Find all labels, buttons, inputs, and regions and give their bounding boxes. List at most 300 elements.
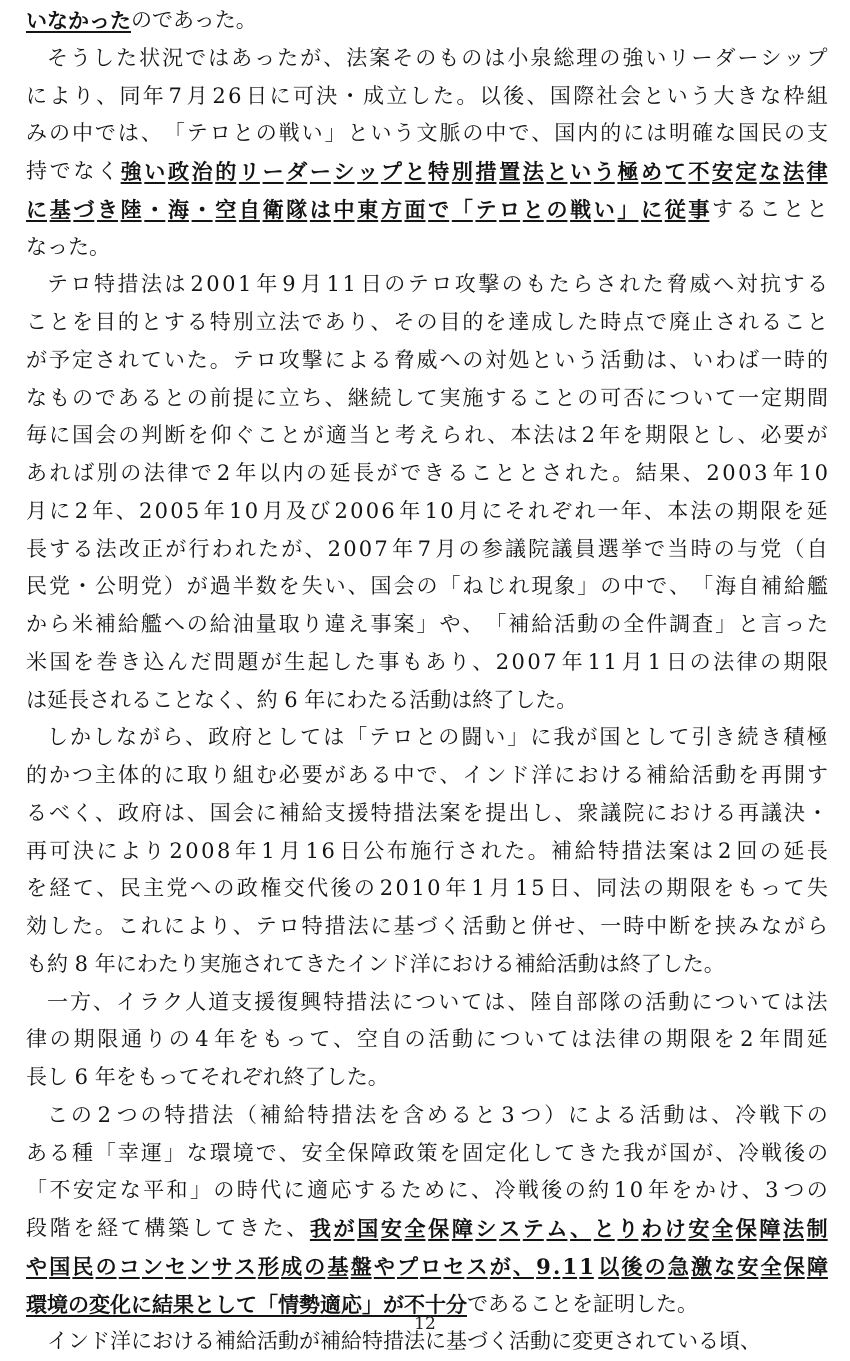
text-line <box>26 1172 828 1210</box>
char: る <box>450 1102 472 1127</box>
char: た <box>588 461 610 485</box>
char: る <box>72 536 94 561</box>
char: と <box>48 310 70 334</box>
emphasized-char: 我 <box>309 1216 331 1241</box>
char: り <box>72 83 94 108</box>
char: の <box>689 649 711 674</box>
char: 調 <box>669 612 691 636</box>
char: 援 <box>254 989 276 1014</box>
char: た <box>400 1178 422 1203</box>
char: の <box>599 45 621 70</box>
char: ん <box>166 649 188 674</box>
char: 安 <box>72 1178 94 1203</box>
char: 動 <box>452 1027 473 1052</box>
char: 限 <box>97 1027 119 1052</box>
char: に <box>691 989 713 1014</box>
char: 」 <box>189 1178 211 1203</box>
char: 1 <box>342 272 356 297</box>
char: 提 <box>485 800 507 825</box>
char: 、 <box>572 876 594 901</box>
char: 1 <box>603 649 617 674</box>
char: ぐ <box>233 423 255 448</box>
emphasized-char: ム <box>546 1216 568 1241</box>
char: 4 <box>195 1027 209 1052</box>
text-segment: であることを証明した。 <box>467 1291 698 1316</box>
char: 海 <box>715 574 737 599</box>
char: 障 <box>370 1140 392 1165</box>
char: 生 <box>284 649 306 674</box>
char: 別 <box>96 461 118 485</box>
char: 」 <box>163 1140 185 1165</box>
text-line <box>26 2 828 40</box>
char: て <box>547 1027 569 1052</box>
char: 3 <box>754 461 768 485</box>
char: も <box>438 45 460 70</box>
char: す <box>49 536 71 561</box>
char: 同 <box>596 876 618 901</box>
char: れ <box>49 461 71 485</box>
char: 議 <box>761 800 782 825</box>
char: 定 <box>485 1140 507 1165</box>
char: 、 <box>347 574 369 599</box>
char: た <box>806 612 828 636</box>
char: て <box>300 725 322 750</box>
char: り <box>209 914 231 938</box>
char: 毎 <box>26 423 47 448</box>
char: 政 <box>236 876 258 901</box>
char: の <box>642 876 664 901</box>
char: 「 <box>439 574 461 599</box>
text-segment: 長し 6 年をもってそれぞれ終了した。 <box>26 1065 389 1089</box>
char: の <box>501 272 523 297</box>
emphasized-char: 強 <box>120 159 142 184</box>
char: だ <box>190 649 212 674</box>
char: わ <box>715 347 737 372</box>
char: 、 <box>507 989 529 1014</box>
char: る <box>48 1140 70 1165</box>
char: 特 <box>164 1102 186 1127</box>
emphasized-char: ス <box>466 1253 488 1279</box>
char: 社 <box>596 83 618 108</box>
emphasized-char: 不 <box>688 159 710 184</box>
text-line <box>26 380 828 418</box>
char: 内 <box>282 461 304 485</box>
char: 威 <box>689 272 711 297</box>
char: た <box>116 45 138 70</box>
char: む <box>255 763 277 787</box>
char: 、 <box>669 574 691 599</box>
char: へ <box>163 612 185 636</box>
char: 明 <box>117 574 139 599</box>
char: い <box>163 347 185 372</box>
char: の <box>713 498 735 523</box>
char: の <box>70 1102 92 1127</box>
emphasized-char: 制 <box>806 1216 828 1241</box>
char: い <box>484 725 506 750</box>
char: 1 <box>471 876 485 901</box>
emphasized-char: い <box>144 159 166 184</box>
char: 、 <box>439 763 461 787</box>
char: （ <box>783 536 805 561</box>
char: 攻 <box>454 272 476 297</box>
char: 、 <box>93 989 115 1014</box>
char: 対 <box>736 272 758 297</box>
char: 環 <box>209 1140 231 1165</box>
char: 法 <box>369 989 391 1014</box>
char: と <box>474 1102 496 1127</box>
emphasized-char: け <box>664 1216 686 1241</box>
char: て <box>668 725 690 750</box>
char: 給 <box>301 800 323 825</box>
char: の <box>458 536 480 561</box>
char: 、 <box>715 1140 737 1165</box>
char: 員 <box>574 536 596 561</box>
char: 日 <box>549 876 571 901</box>
char: に <box>283 1178 305 1203</box>
char: と <box>494 461 516 485</box>
char: 戦 <box>517 1178 539 1203</box>
emphasized-char: ン <box>188 1253 210 1279</box>
char: 的 <box>462 310 484 334</box>
char: 正 <box>142 536 164 561</box>
char: 約 <box>588 1178 610 1203</box>
char: 仰 <box>210 423 232 448</box>
char: 特 <box>209 310 231 334</box>
char: の <box>168 1027 190 1052</box>
char: 動 <box>577 612 599 636</box>
char: い <box>666 83 688 108</box>
char: 、 <box>324 385 346 410</box>
emphasized-char: づ <box>73 196 95 222</box>
char: 7 <box>168 83 182 108</box>
char: 延 <box>329 461 351 485</box>
char: 延 <box>806 498 828 523</box>
char: 状 <box>139 45 161 70</box>
emphasized-char: 法 <box>522 159 544 184</box>
char: れ <box>234 536 256 561</box>
char: る <box>735 196 757 221</box>
char: 撃 <box>301 347 323 372</box>
char: 失 <box>301 574 323 599</box>
char: 衆 <box>577 800 599 825</box>
emphasized-char: 1 <box>579 1253 594 1279</box>
char: も <box>401 649 423 674</box>
char: の <box>642 1027 664 1052</box>
char: 長 <box>26 536 47 561</box>
char: 一 <box>738 385 760 410</box>
char: 議 <box>504 536 526 561</box>
char: 固 <box>462 1140 484 1165</box>
char: は <box>484 989 506 1014</box>
char: き <box>423 461 445 485</box>
char: き <box>119 649 141 674</box>
char: 給 <box>283 1102 305 1127</box>
char: 国 <box>669 1140 691 1165</box>
char: き <box>577 1140 599 1165</box>
char: 律 <box>26 1027 47 1052</box>
char: し <box>277 725 299 750</box>
char: 1 <box>515 876 529 901</box>
emphasized-char: 特 <box>428 159 450 184</box>
char: 時 <box>600 310 622 334</box>
emphasized-char: 国 <box>49 1253 71 1279</box>
char: 決 <box>72 838 94 863</box>
char: ば <box>738 347 760 372</box>
char: 小 <box>507 45 529 70</box>
char: 措 <box>393 800 415 825</box>
char: 威 <box>416 347 438 372</box>
char: 抗 <box>760 272 782 297</box>
char: の <box>438 725 460 750</box>
char: が <box>302 423 324 448</box>
char: の <box>759 838 781 863</box>
emphasized-char: 定 <box>735 159 757 184</box>
char: っ <box>285 1027 307 1052</box>
char: と <box>163 385 185 410</box>
char: 取 <box>278 612 300 636</box>
char: の <box>49 1027 71 1052</box>
emphasized-char: に <box>26 196 47 222</box>
char: そ <box>504 498 526 523</box>
char: き <box>714 725 736 750</box>
char: す <box>353 1178 375 1203</box>
emphasized-char: 基 <box>327 1253 349 1279</box>
char: 0 <box>395 876 409 901</box>
char: こ <box>783 310 805 334</box>
char: 決 <box>783 800 805 825</box>
char: そ <box>393 310 415 334</box>
char: 法 <box>355 1102 377 1127</box>
char: に <box>324 347 346 372</box>
char: 前 <box>209 385 231 410</box>
char: て <box>215 1216 237 1240</box>
emphasized-char: な <box>759 159 781 184</box>
emphasized-char: 、 <box>570 1216 592 1241</box>
char: 幸 <box>117 1140 139 1165</box>
char: の <box>404 1027 426 1052</box>
emphasized-char: 盤 <box>350 1253 372 1279</box>
char: で <box>185 45 207 70</box>
char: が <box>165 536 187 561</box>
char: 空 <box>356 1027 378 1052</box>
char: り <box>347 310 369 334</box>
char: 積 <box>783 725 805 750</box>
char: 公 <box>94 574 116 599</box>
char: よ <box>119 838 141 863</box>
char: つ <box>116 1102 138 1127</box>
char: 本 <box>667 498 689 523</box>
char: 9 <box>282 272 296 297</box>
char: 交 <box>283 876 305 901</box>
char: 支 <box>231 989 253 1014</box>
emphasized-char: ・ <box>144 196 166 222</box>
char: 否 <box>623 385 645 410</box>
char: 要 <box>301 763 323 787</box>
char: よ <box>49 83 71 108</box>
char: そ <box>47 45 68 70</box>
char: 1 <box>261 838 275 863</box>
char: 」 <box>324 121 346 146</box>
char: 給 <box>574 838 596 863</box>
char: 給 <box>117 612 139 636</box>
emphasized-char: ス <box>499 1216 521 1241</box>
char: 」 <box>715 612 737 636</box>
char: て <box>140 347 162 372</box>
char: あ <box>117 385 139 410</box>
char: 自 <box>806 536 828 561</box>
char: い <box>301 121 323 146</box>
char: る <box>26 800 47 825</box>
char: 、 <box>323 45 345 70</box>
emphasized-char: ー <box>262 159 284 184</box>
char: で <box>646 574 668 599</box>
char: と <box>806 196 828 221</box>
char: ら <box>441 423 463 448</box>
char: 、 <box>741 1178 763 1203</box>
text-line <box>26 682 828 720</box>
char: 取 <box>186 763 208 787</box>
emphasized-char: 海 <box>167 196 189 222</box>
emphasized-char: 成 <box>281 1253 303 1279</box>
char: テ <box>232 347 254 372</box>
char: 的 <box>117 310 139 334</box>
text-line <box>26 946 828 984</box>
char: 間 <box>782 1027 804 1052</box>
char: 、 <box>577 914 599 938</box>
text-line <box>26 40 828 78</box>
char: 一 <box>761 347 782 372</box>
char: 1 <box>587 649 601 674</box>
char: 、 <box>278 1140 300 1165</box>
emphasized-char: 障 <box>451 1216 473 1241</box>
char: れ <box>619 272 641 297</box>
char: 。 <box>527 838 549 863</box>
emphasized-char: と <box>593 1216 615 1241</box>
char: 1 <box>305 838 319 863</box>
char: に <box>623 121 645 146</box>
char: れ <box>508 574 530 599</box>
char: 、 <box>471 1178 493 1203</box>
text-line <box>26 1021 828 1059</box>
text-line <box>26 795 828 833</box>
char: 措 <box>188 1102 210 1127</box>
char: 艦 <box>806 574 828 599</box>
char: り <box>143 838 165 863</box>
char: 「 <box>26 1178 47 1203</box>
char: に <box>255 385 277 410</box>
char: も <box>48 385 70 410</box>
char: け <box>692 800 714 825</box>
emphasized-char: 以 <box>598 1253 620 1279</box>
text-line <box>26 191 828 229</box>
char: 冷 <box>494 1178 516 1203</box>
char: で <box>94 121 116 146</box>
char: 0 <box>244 498 259 523</box>
char: の <box>48 121 70 146</box>
char: 動 <box>715 763 737 787</box>
char: 年 <box>142 83 164 108</box>
char: 党 <box>140 574 162 599</box>
emphasized-char: プ <box>380 159 402 184</box>
char: 月 <box>26 498 47 523</box>
char: あ <box>347 763 369 787</box>
char: し <box>93 45 115 70</box>
char: 2 <box>740 1027 754 1052</box>
emphasized-char: と <box>404 159 426 184</box>
char: ロ <box>392 725 414 750</box>
char: し <box>393 385 415 410</box>
char: 8 <box>216 838 231 863</box>
char: 期 <box>73 1027 95 1052</box>
char: 期 <box>783 385 805 410</box>
char: 本 <box>510 423 532 448</box>
char: 。 <box>94 914 116 938</box>
char: 法 <box>347 914 369 938</box>
char: み <box>738 914 760 938</box>
char: 後 <box>330 876 352 901</box>
char: と <box>232 121 254 146</box>
char: 強 <box>622 45 644 70</box>
char: 2 <box>74 498 89 523</box>
char: め <box>424 1178 446 1203</box>
char: 結 <box>635 461 657 485</box>
emphasized-char: テ <box>522 1216 544 1241</box>
char: ロ <box>255 347 277 372</box>
char: 法 <box>645 838 667 863</box>
char: す <box>783 272 805 297</box>
char: 断 <box>164 423 186 448</box>
char: 措 <box>621 838 643 863</box>
char: と <box>643 83 665 108</box>
char: 長 <box>806 838 828 863</box>
text-segment: インド洋における補給活動が補給特措法に基づく活動に変更されている頃、 <box>47 1329 761 1354</box>
char: 法 <box>713 649 735 674</box>
char: 法 <box>619 876 641 901</box>
char: 確 <box>692 121 714 146</box>
char: 支 <box>806 121 828 146</box>
char: 2 <box>169 838 183 863</box>
char: テ <box>47 272 68 297</box>
emphasized-char: 戦 <box>570 196 592 222</box>
emphasized-char: 隊 <box>286 196 308 222</box>
char: 延 <box>783 838 805 863</box>
char: り <box>209 763 231 787</box>
char: 与 <box>736 536 758 561</box>
char: 活 <box>645 989 667 1014</box>
char: な <box>186 1140 208 1165</box>
char: 我 <box>623 1140 645 1165</box>
char: 、 <box>286 1216 308 1240</box>
char: 闘 <box>461 725 483 750</box>
char: に <box>646 800 668 825</box>
char: る <box>370 347 392 372</box>
char: 自 <box>380 1027 402 1052</box>
char: の <box>120 461 142 485</box>
char: ド <box>508 763 530 787</box>
char: な <box>761 914 782 938</box>
char: 7 <box>417 536 431 561</box>
char: 2 <box>334 498 348 523</box>
emphasized-char: 安 <box>688 1216 710 1241</box>
char: 一 <box>600 914 622 938</box>
char: 「 <box>485 612 507 636</box>
emphasized-char: 東 <box>357 196 379 222</box>
char: 後 <box>541 1178 563 1203</box>
char: 及 <box>285 498 307 523</box>
emphasized-char: 安 <box>712 159 734 184</box>
char: 定 <box>71 347 93 372</box>
char: の <box>213 1178 235 1203</box>
